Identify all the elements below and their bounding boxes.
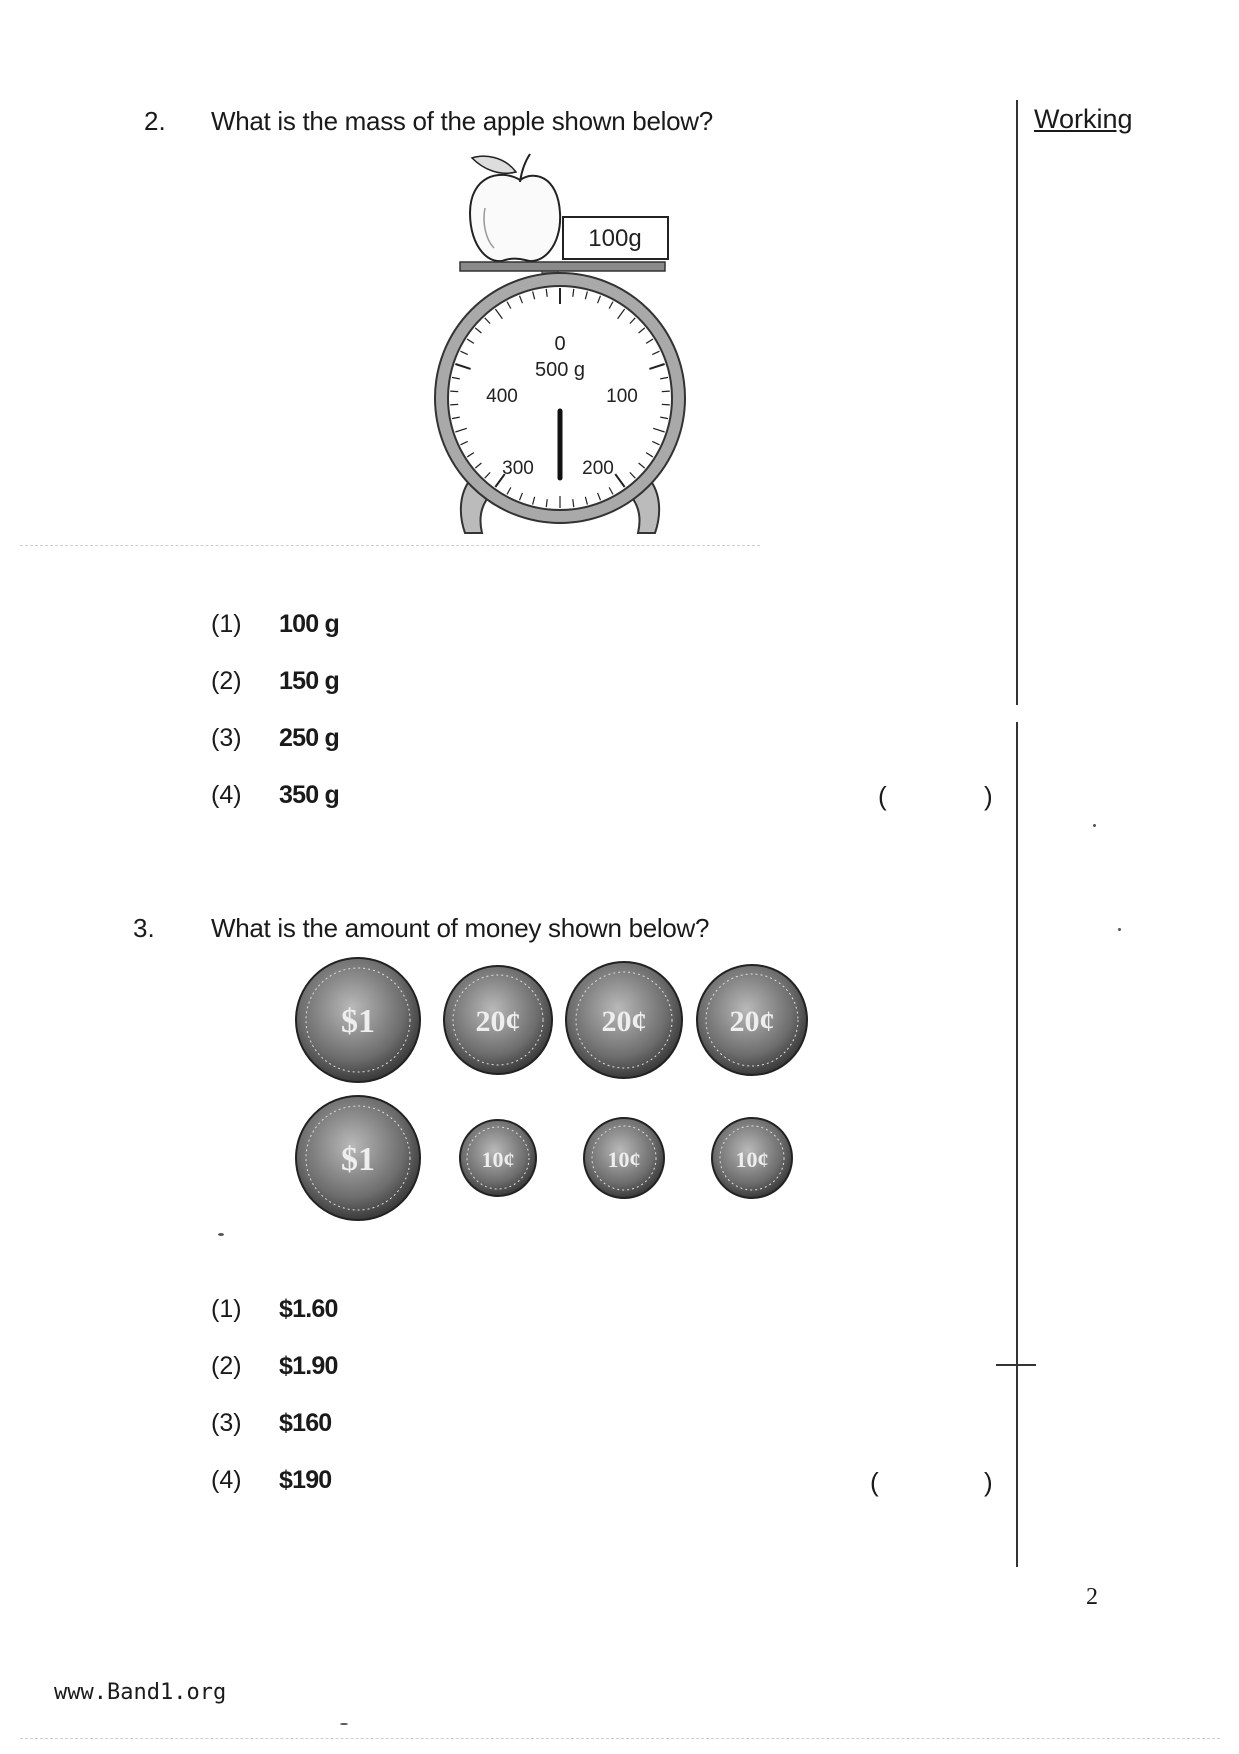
scan-artifact-line xyxy=(20,545,760,547)
option-number: (4) xyxy=(211,1466,242,1494)
option-value: $1.90 xyxy=(279,1352,338,1380)
scan-artifact-line xyxy=(20,1738,1220,1740)
scan-speck xyxy=(1093,824,1096,827)
option-number: (3) xyxy=(211,724,242,752)
coin-1-dollar xyxy=(296,958,420,1082)
coin-10-cents xyxy=(584,1118,664,1198)
option-number: (4) xyxy=(211,781,242,809)
svg-text:20¢: 20¢ xyxy=(729,1005,775,1038)
question-2-number: 2. xyxy=(144,106,166,136)
option-value: $1.60 xyxy=(279,1295,338,1323)
question-2-text: What is the mass of the apple shown below? xyxy=(211,106,713,136)
scan-speck xyxy=(1118,928,1121,931)
coin-20-cents xyxy=(697,965,807,1075)
question-3-number: 3. xyxy=(133,913,155,943)
coin-1-dollar xyxy=(296,1096,420,1220)
option-value: 150 g xyxy=(279,667,339,695)
dial-tick xyxy=(450,404,458,405)
working-divider-lower xyxy=(1016,722,1018,1567)
scale-figure xyxy=(430,148,690,540)
q2-answer-open: ( xyxy=(878,781,887,811)
working-divider-upper xyxy=(1016,100,1018,705)
svg-text:10¢: 10¢ xyxy=(607,1147,641,1172)
dial-tick xyxy=(662,391,670,392)
scan-speck xyxy=(340,1723,348,1725)
option-value: $160 xyxy=(279,1409,332,1437)
question-3-text: What is the amount of money shown below? xyxy=(211,913,710,943)
dial-label-0: 0 xyxy=(554,333,566,355)
coins-figure xyxy=(290,955,820,1235)
dial-tick xyxy=(450,391,458,392)
dial-label-400: 400 xyxy=(486,386,518,407)
option-value: 100 g xyxy=(279,610,339,638)
coin-10-cents xyxy=(460,1120,536,1196)
svg-text:10¢: 10¢ xyxy=(481,1147,515,1172)
option-value: 350 g xyxy=(279,781,339,809)
option-value: 250 g xyxy=(279,724,339,752)
option-number: (3) xyxy=(211,1409,242,1437)
q3-answer-close: ) xyxy=(984,1467,993,1497)
weight-label: 100g xyxy=(588,225,642,252)
dial-label-200: 200 xyxy=(582,458,614,479)
option-value: $190 xyxy=(279,1466,332,1494)
dial-label-300: 300 xyxy=(502,458,534,479)
coin-10-cents xyxy=(712,1118,792,1198)
option-number: (1) xyxy=(211,1295,242,1323)
dial-unit-label: 500 g xyxy=(534,359,586,381)
svg-text:10¢: 10¢ xyxy=(735,1147,769,1172)
coin-20-cents xyxy=(444,966,552,1074)
svg-text:$1: $1 xyxy=(341,1141,375,1178)
scan-speck xyxy=(218,1233,224,1236)
footer-website: www.Band1.org xyxy=(54,1680,227,1705)
option-number: (2) xyxy=(211,667,242,695)
svg-text:$1: $1 xyxy=(341,1003,375,1040)
dial-label-100: 100 xyxy=(606,386,638,407)
working-heading: Working xyxy=(1034,104,1133,134)
option-number: (2) xyxy=(211,1352,242,1380)
coin-20-cents xyxy=(566,962,682,1078)
dial-tick xyxy=(662,404,670,405)
working-divider-tick xyxy=(996,1364,1036,1366)
q3-answer-open: ( xyxy=(870,1467,879,1497)
apple-illustration xyxy=(470,154,560,261)
svg-text:20¢: 20¢ xyxy=(601,1005,647,1038)
svg-text:20¢: 20¢ xyxy=(475,1005,521,1038)
q2-answer-close: ) xyxy=(984,781,993,811)
option-number: (1) xyxy=(211,610,242,638)
page-number: 2 xyxy=(1086,1584,1098,1610)
